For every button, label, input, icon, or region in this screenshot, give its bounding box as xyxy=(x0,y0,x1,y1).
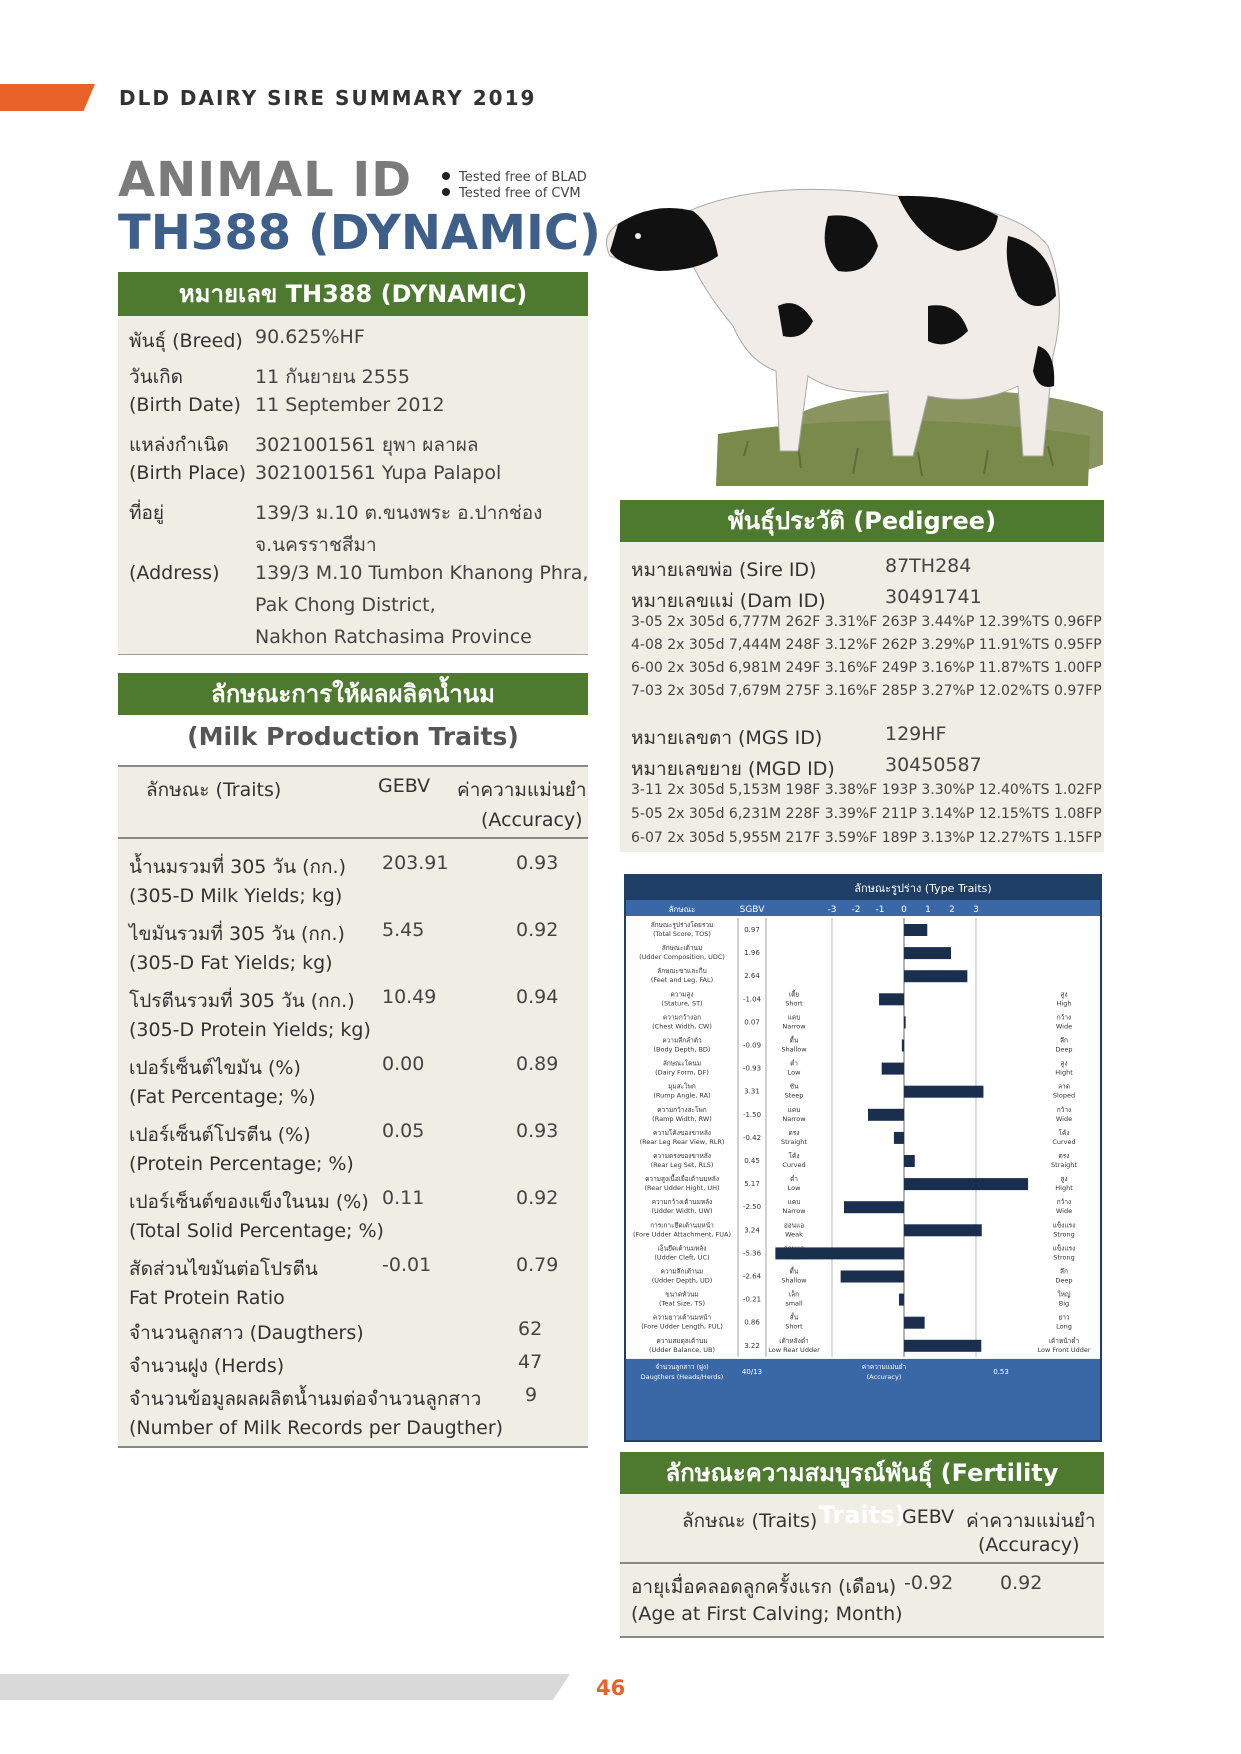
milk-trait-accuracy: 0.92 xyxy=(516,919,559,941)
address-line2: Pak Chong District, xyxy=(255,594,436,616)
chart-category-th: ความลึกลำตัว xyxy=(662,1036,702,1045)
chart-value-label: -2.50 xyxy=(742,1203,762,1212)
address-label-th: ที่อยู่ xyxy=(129,502,165,524)
chart-high-label-th: สูง xyxy=(1060,990,1068,999)
page-number: 46 xyxy=(596,1676,626,1700)
chart-low-label: Narrow xyxy=(782,1022,806,1031)
chart-high-label-th: ยาว xyxy=(1058,1313,1070,1322)
animal-name: TH388 (DYNAMIC) xyxy=(118,205,601,261)
chart-high-label-th: ใหญ่ xyxy=(1057,1290,1071,1299)
milk-trait-gebv: 0.00 xyxy=(382,1053,425,1075)
chart-low-label: Straight xyxy=(781,1137,807,1146)
chart-tick-label: -2 xyxy=(851,905,861,915)
chart-category-en: (Udder Depth, UD) xyxy=(651,1276,713,1285)
chart-category-th: ลักษณะรูปร่างโดยรวม xyxy=(650,921,714,929)
birth-place-th: 3021001561 ยุพา ผลาผล xyxy=(255,434,479,456)
chart-value-label: 0.97 xyxy=(744,926,760,934)
dam-label: หมายเลขแม่ (Dam ID) xyxy=(631,590,826,612)
chart-tick-label: 0 xyxy=(901,905,907,915)
bullet-icon xyxy=(442,172,450,180)
chart-category-en: (Rear Leg Rear View, RLR) xyxy=(639,1137,725,1146)
chart-category-th: ความกว้างอก xyxy=(662,1013,702,1022)
chart-low-label: Curved xyxy=(782,1161,806,1169)
chart-low-label: Low xyxy=(787,1068,801,1077)
chart-high-label: Deep xyxy=(1055,1045,1073,1054)
chart-value-label: 3.31 xyxy=(744,1087,760,1096)
chart-value-label: -1.50 xyxy=(742,1110,762,1119)
col-trait: ลักษณะ (Traits) xyxy=(146,779,282,801)
chart-low-label: Narrow xyxy=(782,1207,806,1216)
milk-trait-en: (Total Solid Percentage; %) xyxy=(129,1220,384,1242)
chart-value-label: -1.04 xyxy=(742,995,762,1004)
chart-footer-accuracy-value: 0.53 xyxy=(993,1367,1009,1376)
chart-bar xyxy=(904,1016,906,1028)
document-title: DLD DAIRY SIRE SUMMARY 2019 xyxy=(119,86,537,110)
milk-trait-en: Fat Protein Ratio xyxy=(129,1287,285,1309)
chart-low-label-th: อ่อนแอ xyxy=(783,1221,805,1230)
chart-high-label-th: ตรง xyxy=(1058,1152,1070,1160)
chart-category-en: (Fore Udder Attachment, FUA) xyxy=(632,1230,732,1239)
chart-low-label: Weak xyxy=(785,1230,803,1239)
breed-label: พันธุ์ (Breed) xyxy=(129,330,243,352)
milk-trait-en: (Protein Percentage; %) xyxy=(129,1153,354,1175)
herds-label: จำนวนฝูง (Herds) xyxy=(129,1355,285,1377)
chart-high-label-th: ลึก xyxy=(1060,1036,1068,1045)
chart-category-en: (Total Score, TOS) xyxy=(653,930,711,938)
mgs-id: 129HF xyxy=(885,723,947,745)
chart-low-label: Short xyxy=(785,999,803,1008)
chart-category-en: (Teat Size, TS) xyxy=(658,1299,706,1308)
chart-category-th: ความสูง xyxy=(670,990,694,999)
chart-high-label-th: กว้าง xyxy=(1056,1105,1072,1114)
afc-label-th: อายุเมื่อคลอดลูกครั้งแรก (เดือน) xyxy=(631,1576,897,1598)
address-line1: 139/3 M.10 Tumbon Khanong Phra, xyxy=(255,562,589,584)
chart-category-th: เอ็นยึดเต้านมหลัง xyxy=(657,1244,707,1253)
chart-low-label-th: โค้ง xyxy=(788,1152,800,1160)
milk-trait-accuracy: 0.93 xyxy=(516,852,559,874)
chart-value-label: 2.64 xyxy=(744,972,760,981)
chart-footer-accuracy: (Accuracy) xyxy=(866,1372,902,1381)
chart-value-label: 0.86 xyxy=(744,1318,760,1327)
chart-low-label: Low Rear Udder xyxy=(768,1345,820,1354)
chart-bar xyxy=(882,1063,904,1075)
chart-high-label: Sloped xyxy=(1052,1091,1076,1100)
chart-low-label-th: เล็ก xyxy=(788,1290,800,1299)
milk-heading: ลักษณะการให้ผลผลิตน้ำนม xyxy=(118,673,588,715)
birth-date: 11 September 2012 xyxy=(255,394,445,416)
chart-category-th: การเกาะยึดเต้านมหน้า xyxy=(650,1221,714,1230)
chart-high-label: Curved xyxy=(1052,1137,1076,1146)
chart-high-label-th: สูง xyxy=(1060,1175,1068,1184)
chart-low-label-th: ต่ำ xyxy=(790,1175,798,1184)
dam-id: 30491741 xyxy=(885,586,982,608)
chart-category-en: (Body Depth, BD) xyxy=(653,1045,711,1054)
chart-category-en: (Udder Composition, UDC) xyxy=(639,953,725,962)
header-accent-bar xyxy=(0,84,95,111)
chart-low-label-th: แคบ xyxy=(787,1105,801,1114)
chart-bar xyxy=(894,1132,904,1144)
milk-trait-gebv: 0.05 xyxy=(382,1120,425,1142)
milk-trait-th: โปรตีนรวมที่ 305 วัน (กก.) xyxy=(129,990,355,1012)
chart-category-th: ความโค้งของขาหลัง xyxy=(652,1128,712,1137)
chart-category-th: ความตรงของขาหลัง xyxy=(653,1152,711,1160)
chart-value-label: 0.45 xyxy=(744,1157,760,1165)
milk-trait-th: ไขมันรวมที่ 305 วัน (กก.) xyxy=(129,923,345,945)
chart-high-label: Low Front Udder xyxy=(1037,1345,1091,1354)
milk-trait-th: เปอร์เซ็นต์โปรตีน (%) xyxy=(129,1124,311,1146)
birth-date-label: (Birth Date) xyxy=(129,394,241,416)
chart-value-label: -2.64 xyxy=(742,1272,762,1281)
chart-low-label: Short xyxy=(785,1322,803,1331)
records-label: (Number of Milk Records per Daugther) xyxy=(129,1417,504,1439)
chart-low-label-th: ต่ำ xyxy=(790,1059,798,1068)
birth-place: 3021001561 Yupa Palapol xyxy=(255,462,502,484)
dam-record: 7-03 2x 305d 7,679M 275F 3.16%F 285P 3.27%P 12.02%TS 0.97FP xyxy=(631,683,1102,699)
chart-category-en: (Rear Leg Set, RLS) xyxy=(650,1161,714,1169)
chart-high-label-th: ลาด xyxy=(1058,1082,1070,1091)
birth-date-label-th: วันเกิด xyxy=(129,366,183,388)
chart-tick-label: -3 xyxy=(827,905,837,915)
chart-high-label-th: กว้าง xyxy=(1056,1013,1072,1022)
chart-category-th: มุมสะโพก xyxy=(668,1082,696,1091)
tested-cvm: Tested free of CVM xyxy=(442,186,581,201)
chart-low-label-th: เต้าหลังต่ำ xyxy=(779,1336,809,1345)
info-heading: หมายเลข TH388 (DYNAMIC) xyxy=(118,272,588,316)
bull-photo xyxy=(598,156,1103,492)
dam-record: 4-08 2x 305d 7,444M 248F 3.12%F 262P 3.29%P 11.91%TS 0.95FP xyxy=(631,637,1102,653)
chart-category-en: (Dairy Form, DF) xyxy=(655,1068,709,1077)
chart-low-label-th: ตื้น xyxy=(789,1267,799,1276)
chart-low-label-th: ตรง xyxy=(788,1128,800,1137)
chart-title: ลักษณะรูปร่าง (Type Traits) xyxy=(854,882,992,895)
birth-place-label: (Birth Place) xyxy=(129,462,246,484)
animal-id-label: ANIMAL ID xyxy=(118,152,413,208)
chart-value-label: -0.93 xyxy=(742,1064,762,1073)
chart-category-th: ขนาดหัวนม xyxy=(665,1290,699,1299)
chart-value-label: -0.21 xyxy=(742,1295,762,1304)
birth-date-th: 11 กันยายน 2555 xyxy=(255,366,411,388)
chart-value-label: 3.24 xyxy=(744,1226,760,1235)
chart-low-label: Narrow xyxy=(782,1114,806,1123)
chart-category-th: ความสมดุลเต้านม xyxy=(656,1336,708,1345)
chart-value-label: 5.17 xyxy=(744,1180,760,1189)
chart-bar xyxy=(868,1109,904,1121)
chart-low-label: Shallow xyxy=(781,1276,807,1285)
milk-trait-th: สัดส่วนไขมันต่อโปรตีน xyxy=(129,1258,318,1280)
daughters-label: จำนวนลูกสาว (Daugthers) xyxy=(129,1322,364,1344)
milk-trait-en: (Fat Percentage; %) xyxy=(129,1086,316,1108)
chart-bar xyxy=(902,1040,904,1052)
chart-value-label: 1.96 xyxy=(744,949,760,958)
chart-bar xyxy=(904,1224,982,1236)
chart-high-label: Hight xyxy=(1055,1068,1073,1077)
milk-trait-gebv: -0.01 xyxy=(382,1254,432,1276)
chart-high-label: Deep xyxy=(1055,1276,1073,1285)
chart-high-label: Wide xyxy=(1055,1114,1073,1123)
chart-value-label: -0.09 xyxy=(742,1041,762,1050)
chart-bar xyxy=(899,1294,904,1306)
divider xyxy=(118,1446,588,1448)
type-traits-chart xyxy=(624,874,1102,1442)
divider xyxy=(620,1636,1104,1638)
chart-category-th: ความสูงเนื้อเยื่อเต้านมหลัง xyxy=(645,1175,719,1184)
mgd-id: 30450587 xyxy=(885,754,982,776)
chart-bar xyxy=(904,1086,983,1098)
milk-trait-accuracy: 0.89 xyxy=(516,1053,559,1075)
chart-category-en: (Udder Cleft, UC) xyxy=(654,1253,710,1262)
milk-trait-en: (305-D Fat Yields; kg) xyxy=(129,952,333,974)
chart-category-en: (Fore Udder Length, FUL) xyxy=(641,1322,723,1331)
milk-trait-th: เปอร์เซ็นต์ของแข็งในนม (%) xyxy=(129,1191,369,1213)
chart-category-en: (Udder Balance, UB) xyxy=(648,1345,716,1354)
chart-footer-daughters-th: จำนวนลูกสาว (ฝูง) xyxy=(655,1362,709,1371)
afc-label: (Age at First Calving; Month) xyxy=(631,1603,903,1625)
chart-category-th: ความกว้างเต้านมหลัง xyxy=(651,1198,713,1207)
chart-col-trait: ลักษณะ xyxy=(668,905,696,914)
footer-bar xyxy=(0,1674,570,1700)
col-accuracy: ค่าความแม่นยำ xyxy=(457,779,587,801)
daughters-value: 62 xyxy=(518,1318,543,1340)
chart-bar xyxy=(904,1317,925,1329)
chart-category-en: (Feet and Leg, FAL) xyxy=(650,976,714,985)
chart-header-bar xyxy=(626,900,1100,916)
pedigree-heading: พันธุ์ประวัติ (Pedigree) xyxy=(620,500,1104,542)
sire-label: หมายเลขพ่อ (Sire ID) xyxy=(631,559,817,581)
birth-place-label-th: แหล่งกำเนิด xyxy=(129,434,229,456)
milk-trait-accuracy: 0.79 xyxy=(516,1254,559,1276)
chart-category-en: (Chest Width, CW) xyxy=(652,1022,712,1031)
milk-trait-gebv: 10.49 xyxy=(382,986,437,1008)
chart-bar xyxy=(841,1271,904,1283)
fert-col-gebv: GEBV xyxy=(902,1506,955,1528)
milk-subheading: (Milk Production Traits) xyxy=(187,722,519,751)
pedigree-panel xyxy=(620,500,1104,852)
milk-trait-gebv: 203.91 xyxy=(382,852,449,874)
chart-low-label-th: เตี้ย xyxy=(788,990,800,999)
chart-tick-label: -1 xyxy=(875,905,885,915)
milk-trait-th: น้ำนมรวมที่ 305 วัน (กก.) xyxy=(129,856,347,878)
chart-category-th: ลักษณะเต้านม xyxy=(661,944,703,953)
chart-category-th: ความลึกเต้านม xyxy=(660,1267,704,1276)
milk-trait-accuracy: 0.94 xyxy=(516,986,559,1008)
milk-trait-gebv: 0.11 xyxy=(382,1187,425,1209)
afc-gebv: -0.92 xyxy=(904,1572,954,1594)
chart-high-label: Wide xyxy=(1055,1022,1073,1031)
chart-low-label: Low xyxy=(787,1184,801,1193)
chart-high-label-th: โค้ง xyxy=(1058,1128,1070,1137)
chart-high-label-th: กว้าง xyxy=(1056,1198,1072,1207)
chart-category-en: (Ramp Width, RW) xyxy=(652,1114,712,1123)
chart-high-label: Straight xyxy=(1051,1161,1077,1169)
chart-low-label: Shallow xyxy=(781,1045,807,1054)
type-traits-svg xyxy=(626,876,1100,1440)
milk-trait-en: (305-D Milk Yields; kg) xyxy=(129,885,343,907)
herds-value: 47 xyxy=(518,1351,543,1373)
chart-category-en: (Stature, ST) xyxy=(661,999,703,1008)
address-th-line1: 139/3 ม.10 ต.ขนงพระ อ.ปากช่อง xyxy=(255,502,543,524)
milk-trait-accuracy: 0.93 xyxy=(516,1120,559,1142)
milk-trait-gebv: 5.45 xyxy=(382,919,425,941)
fert-col-accuracy-en: (Accuracy) xyxy=(978,1534,1080,1556)
chart-high-label-th: แข็งแรง xyxy=(1052,1221,1076,1230)
chart-high-label: Strong xyxy=(1053,1230,1075,1239)
chart-footer-bar xyxy=(626,1359,1100,1440)
chart-high-label: Hight xyxy=(1055,1184,1073,1193)
mgd-label: หมายเลขยาย (MGD ID) xyxy=(631,758,835,780)
chart-low-label-th: ชัน xyxy=(789,1082,799,1091)
fert-col-accuracy: ค่าความแม่นยำ xyxy=(966,1510,1096,1532)
chart-low-label-th: แคบ xyxy=(787,1013,801,1022)
chart-value-label: -0.42 xyxy=(742,1133,762,1142)
chart-footer-daughters: Daugthers (Heads/Herds) xyxy=(640,1372,724,1381)
fert-col-trait: ลักษณะ (Traits) xyxy=(682,1510,818,1532)
col-gebv: GEBV xyxy=(378,775,431,797)
dam-record: 3-05 2x 305d 6,777M 262F 3.31%F 263P 3.44%P 12.39%TS 0.96FP xyxy=(631,614,1102,630)
breed-value: 90.625%HF xyxy=(255,326,365,348)
divider xyxy=(620,1562,1104,1564)
chart-tick-label: 2 xyxy=(949,905,955,915)
chart-high-label: Long xyxy=(1056,1322,1072,1331)
chart-col-sgbv: SGBV xyxy=(739,905,765,915)
chart-category-th: ลักษณะโคนม xyxy=(662,1059,702,1068)
chart-value-label: 0.07 xyxy=(744,1018,760,1027)
records-value: 9 xyxy=(525,1384,538,1406)
milk-trait-en: (305-D Protein Yields; kg) xyxy=(129,1019,371,1041)
chart-bar xyxy=(904,924,927,936)
chart-high-label-th: สูง xyxy=(1060,1059,1068,1068)
chart-category-th: ความยาวเต้านมหน้า xyxy=(652,1313,712,1322)
chart-high-label-th: เต้าหน้าต่ำ xyxy=(1048,1336,1080,1345)
divider xyxy=(118,837,588,839)
chart-value-label: 3.22 xyxy=(744,1341,760,1350)
chart-bar xyxy=(904,1178,1028,1190)
chart-bar xyxy=(904,947,951,959)
col-accuracy-en: (Accuracy) xyxy=(481,809,583,831)
mgd-record: 3-11 2x 305d 5,153M 198F 3.38%F 193P 3.30%P 12.40%TS 1.02FP xyxy=(631,782,1102,798)
sire-id: 87TH284 xyxy=(885,555,972,577)
chart-high-label-th: ลึก xyxy=(1060,1267,1068,1276)
fertility-heading: ลักษณะความสมบูรณ์พันธุ์ (Fertility Traits) xyxy=(620,1452,1104,1494)
milk-trait-th: เปอร์เซ็นต์ไขมัน (%) xyxy=(129,1057,301,1079)
chart-bar xyxy=(879,993,904,1005)
chart-low-label-th: แคบ xyxy=(787,1198,801,1207)
chart-category-en: (Udder Width, UW) xyxy=(651,1207,713,1216)
address-th-line2: จ.นครราชสีมา xyxy=(255,534,377,556)
mgs-label: หมายเลขตา (MGS ID) xyxy=(631,727,823,749)
mgd-record: 5-05 2x 305d 6,231M 228F 3.39%F 211P 3.14%P 12.15%TS 1.08FP xyxy=(631,806,1102,822)
chart-bar xyxy=(904,970,967,982)
chart-high-label: Strong xyxy=(1053,1253,1075,1262)
chart-low-label-th: สั้น xyxy=(789,1313,799,1322)
afc-accuracy: 0.92 xyxy=(1000,1572,1043,1594)
chart-footer-daughters-value: 40/13 xyxy=(741,1367,763,1376)
chart-high-label: High xyxy=(1056,999,1072,1008)
address-label: (Address) xyxy=(129,562,220,584)
chart-low-label: small xyxy=(785,1299,803,1308)
chart-value-label: -5.36 xyxy=(742,1249,762,1258)
divider xyxy=(118,654,588,655)
chart-high-label: Wide xyxy=(1055,1207,1073,1216)
chart-category-th: ลักษณะขาและกีบ xyxy=(657,967,707,976)
chart-tick-label: 3 xyxy=(973,905,979,915)
bullet-icon xyxy=(442,188,450,196)
chart-bar xyxy=(844,1201,904,1213)
chart-tick-label: 1 xyxy=(925,905,931,915)
chart-low-label: Steep xyxy=(784,1091,804,1100)
chart-bar xyxy=(904,1155,915,1167)
dam-record: 6-00 2x 305d 6,981M 249F 3.16%F 249P 3.16%P 11.87%TS 1.00FP xyxy=(631,660,1102,676)
chart-category-en: (Rear Udder Hight, UH) xyxy=(644,1184,720,1193)
milk-trait-accuracy: 0.92 xyxy=(516,1187,559,1209)
chart-bar xyxy=(904,1340,981,1352)
chart-footer-accuracy-th: ค่าความแม่นยำ xyxy=(861,1362,907,1371)
tested-blad: Tested free of BLAD xyxy=(442,170,587,185)
chart-low-label-th: ตื้น xyxy=(789,1036,799,1045)
chart-high-label: Big xyxy=(1058,1299,1070,1308)
address-line3: Nakhon Ratchasima Province xyxy=(255,626,532,648)
chart-high-label-th: แข็งแรง xyxy=(1052,1244,1076,1253)
chart-bar xyxy=(775,1247,904,1259)
records-label-th: จำนวนข้อมูลผลผลิตน้ำนมต่อจำนวนลูกสาว xyxy=(129,1388,482,1410)
chart-category-th: ความกว้างสะโพก xyxy=(657,1105,707,1114)
mgd-record: 6-07 2x 305d 5,955M 217F 3.59%F 189P 3.13%P 12.27%TS 1.15FP xyxy=(631,830,1102,846)
chart-category-en: (Rump Angle, RA) xyxy=(653,1091,711,1100)
